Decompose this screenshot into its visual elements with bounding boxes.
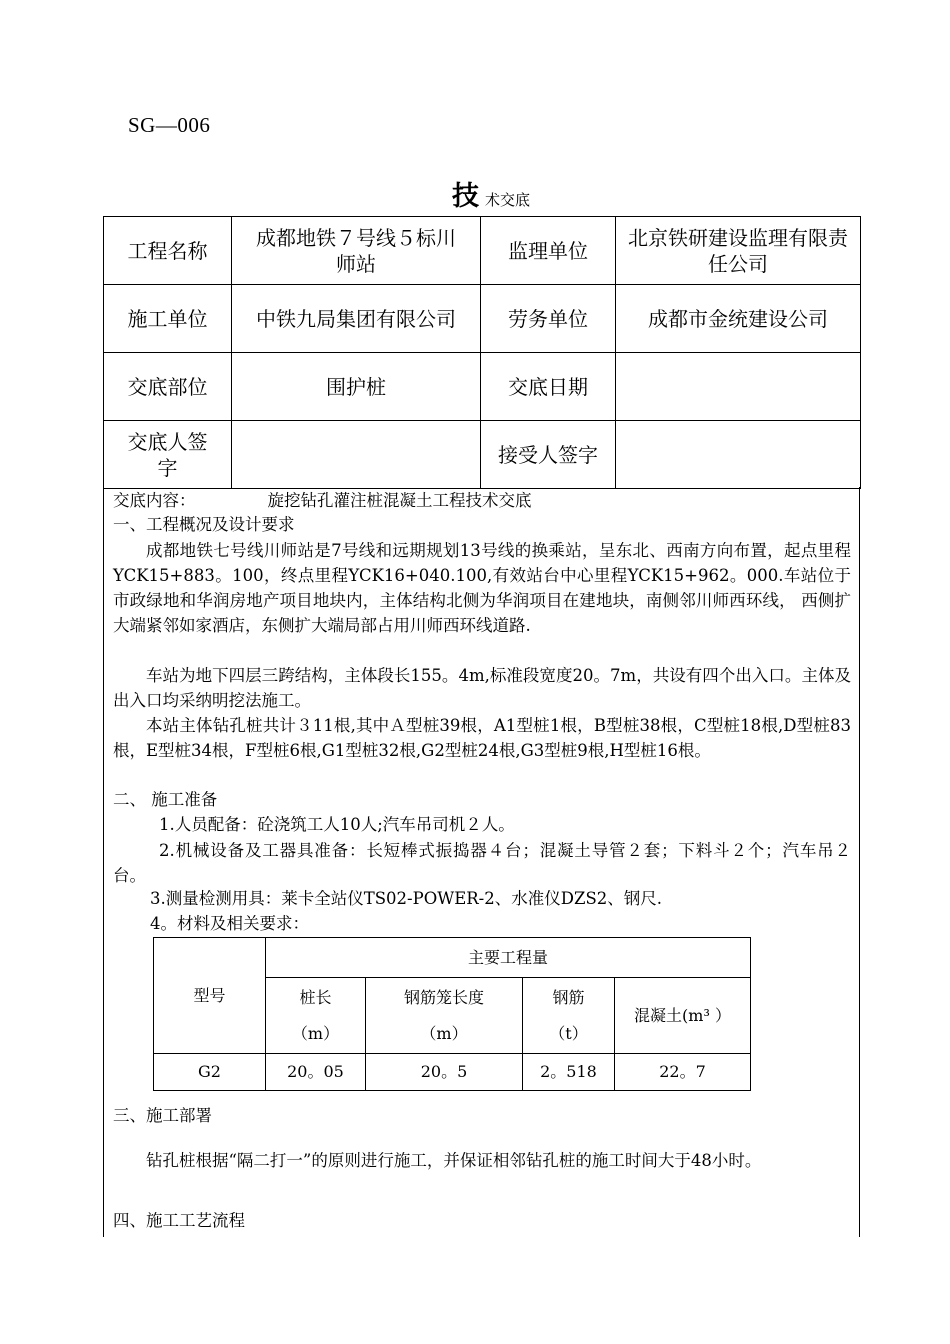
section-heading: 三、施工部署 — [113, 1106, 212, 1125]
header-name: 桩长 — [299, 987, 332, 1007]
label-project-name: 工程名称 — [104, 217, 232, 285]
value-construction-unit: 中铁九局集团有限公司 — [232, 285, 481, 353]
cell-pile-length: 20。05 — [266, 1054, 366, 1091]
header-name: 钢筋 — [552, 987, 585, 1007]
table-row — [104, 353, 861, 421]
label-briefer-signature: 交底人签字 — [104, 421, 232, 489]
value-labor-unit: 成都市金统建设公司 — [616, 285, 861, 353]
document-title — [452, 174, 530, 213]
label-construction-unit: 施工单位 — [104, 285, 232, 353]
intro-label: 交底内容： — [113, 491, 196, 510]
list-item: 2.机械设备及工器具准备：长短棒式振捣器４台；混凝土导管２套；下料斗２个；汽车吊２台。 — [113, 841, 851, 885]
col-header-concrete: 混凝土(m³ ） — [615, 978, 751, 1054]
value-supervision-unit: 北京铁研建设监理有限责任公司 — [616, 217, 861, 285]
list-item: 3.测量检测用具：莱卡全站仪TS02-POWER-2、水准仪DZS2、钢尺. — [150, 889, 662, 908]
table-row — [104, 217, 861, 285]
paragraph: 钻孔桩根据“隔二打一”的原则进行施工，并保证相邻钻孔桩的施工时间大于48小时。 — [146, 1151, 762, 1170]
list-item: 4。材料及相关要求： — [150, 914, 309, 933]
group-header: 主要工程量 — [266, 938, 751, 978]
intro-title: 旋挖钻孔灌注桩混凝土工程技术交底 — [267, 491, 532, 510]
label-briefing-location: 交底部位 — [104, 353, 232, 421]
section-heading: 一、工程概况及设计要求 — [113, 515, 295, 534]
header-unit: （m） — [420, 1023, 468, 1043]
list-item: 1.人员配备：砼浇筑工人10人;汽车吊司机２人。 — [159, 815, 515, 834]
col-header-pile-length — [266, 978, 366, 1054]
table-row — [154, 1054, 751, 1091]
label-labor-unit: 劳务单位 — [481, 285, 616, 353]
cell-concrete: 22。7 — [615, 1054, 751, 1091]
col-header-type: 型号 — [154, 938, 266, 1054]
value-briefer-signature — [232, 421, 481, 489]
col-header-cage-length — [366, 978, 523, 1054]
paragraph: 车站为地下四层三跨结构，主体段长155。4m,标准段宽度20。7m，共设有四个出入口。主体及出入口均采纳明挖法施工。 — [113, 666, 851, 710]
header-unit: （m） — [291, 1023, 340, 1043]
section-heading: 二、 施工准备 — [113, 790, 218, 809]
value-project-name: 成都地铁７号线５标川师站 — [232, 217, 481, 285]
col-header-steel — [523, 978, 615, 1054]
quantity-table — [153, 937, 751, 1091]
document-code: SG—006 — [128, 113, 211, 137]
value-briefing-location: 围护桩 — [232, 353, 481, 421]
header-info-table — [103, 216, 861, 489]
value-briefing-date — [616, 353, 861, 421]
header-unit: （t） — [549, 1023, 588, 1043]
label-receiver-signature: 接受人签字 — [481, 421, 616, 489]
table-row — [104, 421, 861, 489]
intro-line — [113, 489, 850, 513]
cell-cage-length: 20。5 — [366, 1054, 523, 1091]
table-row — [154, 938, 751, 978]
briefing-content — [103, 487, 860, 1237]
title-rest: 术交底 — [485, 191, 531, 209]
label-briefing-date: 交底日期 — [481, 353, 616, 421]
paragraph: 成都地铁七号线川师站是7号线和远期规划13号线的换乘站，呈东北、西南方向布置，起点里程YCK15+883。100，终点里程YCK16+040.100,有效站台中心里程YCK15+962。000.车站位于市政绿地和华润房地产项目地块内，主体结构北侧为华润项目在建地块，南侧邻川师西环线， 西侧扩大端紧邻如家酒店，东侧扩大端局部占用川师西环线道路. — [113, 541, 851, 635]
table-row — [104, 285, 861, 353]
title-main-char: 技 — [452, 181, 479, 212]
label-supervision-unit: 监理单位 — [481, 217, 616, 285]
cell-steel: 2。518 — [523, 1054, 615, 1091]
cell-type: G2 — [154, 1054, 266, 1091]
paragraph: 本站主体钻孔桩共计３11根,其中Ａ型桩39根，A1型桩1根，B型桩38根，C型桩18根,D型桩83根，E型桩34根，F型桩6根,G1型桩32根,G2型桩24根,G3型桩9根,H型桩16根。 — [113, 716, 851, 760]
value-receiver-signature — [616, 421, 861, 489]
section-heading: 四、施工工艺流程 — [113, 1211, 245, 1230]
header-name: 钢筋笼长度 — [403, 987, 484, 1007]
